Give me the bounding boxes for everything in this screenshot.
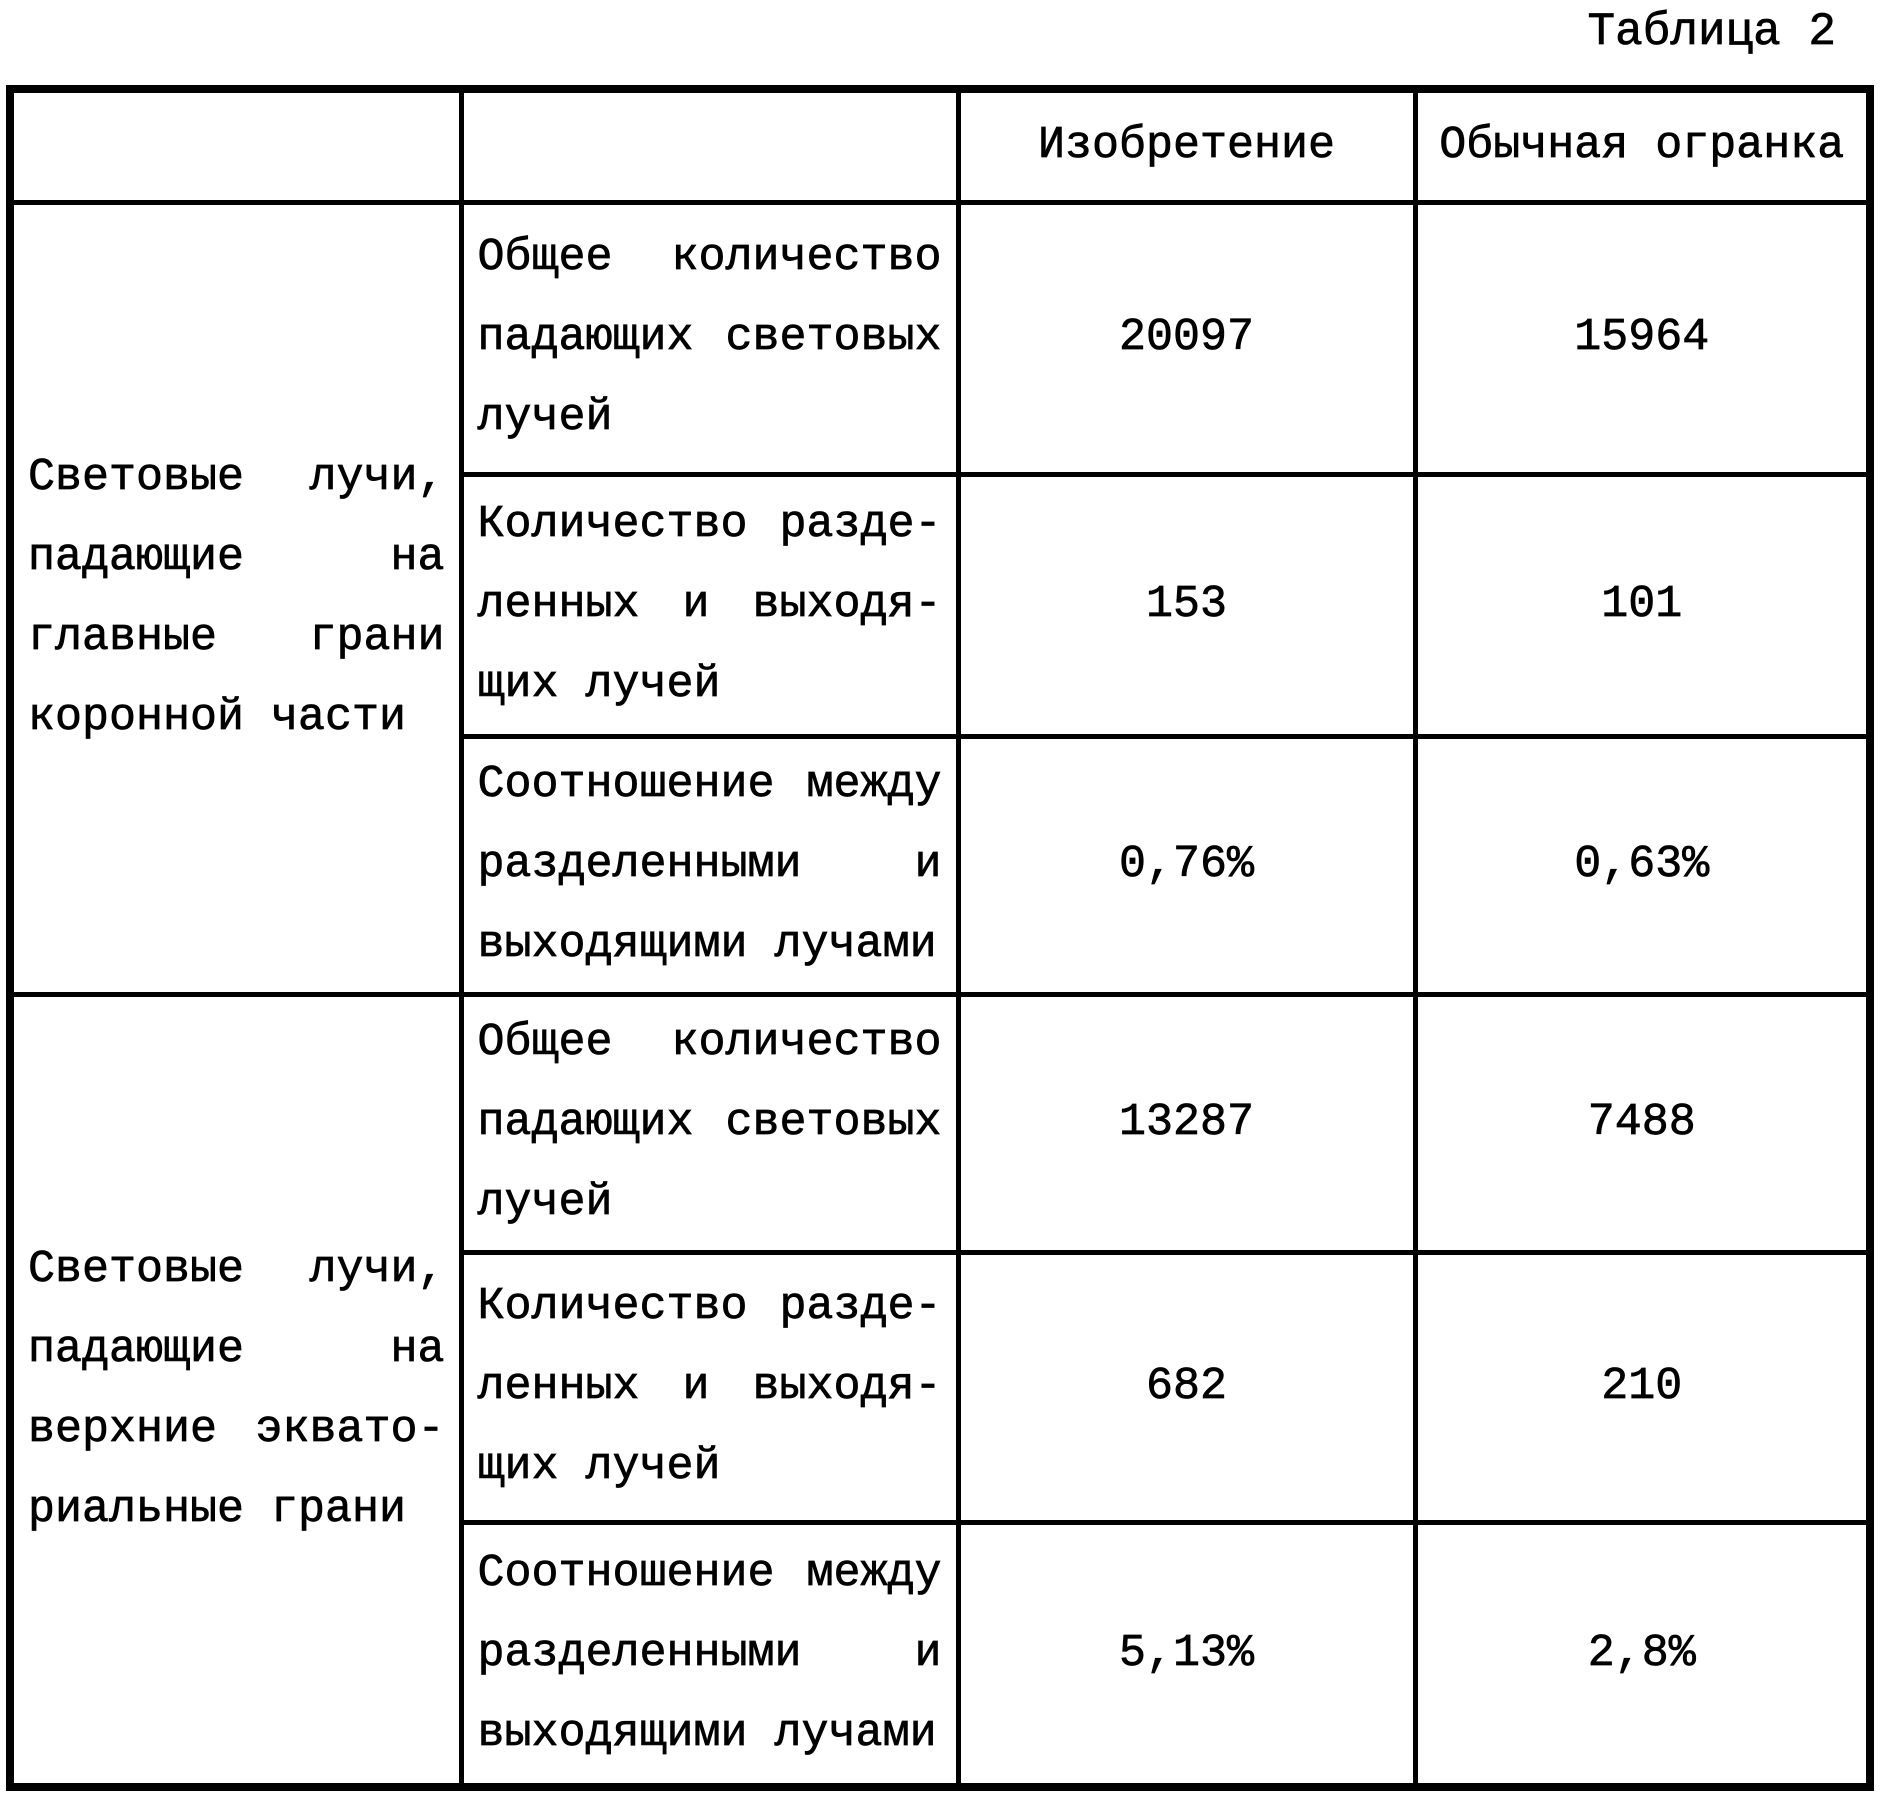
data-table	[6, 85, 1874, 1791]
metric-label-lines	[478, 218, 942, 458]
table-caption: Таблица 2	[1587, 6, 1836, 58]
value-conventional: 2,8%	[1415, 1522, 1870, 1787]
metric-label-line: щих лучей	[477, 1441, 721, 1492]
metric-label-line: Количество разде-	[477, 499, 942, 550]
column-header-conventional-cut: Обычная огранка	[1415, 89, 1870, 202]
group-label-line: падающие на	[28, 1323, 445, 1375]
metric-label-split-exiting-rays	[461, 1252, 958, 1522]
column-header-invention: Изобретение	[958, 89, 1415, 202]
metric-label-line: ленных и выходя-	[477, 579, 942, 630]
value-invention: 153	[958, 474, 1415, 736]
metric-label-total-incident-rays	[461, 994, 958, 1252]
table-row	[10, 994, 1870, 1252]
metric-label-line: разделенными и	[477, 839, 942, 890]
metric-label-ratio-split-exiting	[461, 1522, 958, 1787]
metric-label-line: выходящими лучами	[477, 919, 937, 970]
group-label-line: падающие на	[28, 532, 445, 583]
metric-label-total-incident-rays	[461, 202, 958, 474]
value-conventional: 0,63%	[1415, 736, 1870, 994]
metric-label-line: Количество разде-	[477, 1281, 942, 1332]
metric-label-lines	[478, 1003, 942, 1243]
metric-label-lines	[478, 1534, 942, 1774]
metric-label-line: щих лучей	[477, 659, 721, 710]
header-cell-empty-1	[10, 89, 461, 202]
value-conventional: 7488	[1415, 994, 1870, 1252]
metric-label-line: ленных и выходя-	[477, 1361, 942, 1412]
header-row	[10, 89, 1870, 202]
table-row	[10, 202, 1870, 474]
metric-label-line: выходящими лучами	[477, 1707, 937, 1759]
metric-label-lines	[478, 485, 942, 725]
metric-label-line: лучей	[477, 1177, 613, 1228]
metric-label-line: Общее количество	[477, 232, 942, 283]
metric-label-line: падающих световых	[477, 312, 942, 363]
value-invention: 5,13%	[958, 1522, 1415, 1787]
group-label-lines	[28, 1230, 445, 1550]
group-label-upper-equatorial-facets	[10, 994, 461, 1787]
metric-label-line: Общее количество	[477, 1017, 942, 1068]
value-invention: 13287	[958, 994, 1415, 1252]
value-invention: 20097	[958, 202, 1415, 474]
metric-label-line: Соотношение между	[477, 1547, 942, 1599]
header-cell-empty-2	[461, 89, 958, 202]
metric-label-split-exiting-rays	[461, 474, 958, 736]
metric-label-line: лучей	[477, 392, 613, 443]
value-conventional: 15964	[1415, 202, 1870, 474]
group-label-line: риальные грани	[28, 1483, 407, 1535]
group-label-line: Световые лучи,	[28, 452, 445, 503]
metric-label-line: Соотношение между	[477, 759, 942, 810]
group-label-crown-main-facets	[10, 202, 461, 994]
group-label-line: коронной части	[28, 692, 407, 743]
group-label-line: верхние эквато-	[28, 1403, 445, 1455]
metric-label-lines	[478, 745, 942, 985]
group-label-lines	[28, 438, 445, 758]
value-conventional: 210	[1415, 1252, 1870, 1522]
metric-label-line: разделенными и	[477, 1627, 942, 1679]
value-invention: 0,76%	[958, 736, 1415, 994]
metric-label-lines	[478, 1267, 942, 1507]
metric-label-ratio-split-exiting	[461, 736, 958, 994]
value-conventional: 101	[1415, 474, 1870, 736]
metric-label-line: падающих световых	[477, 1097, 942, 1148]
group-label-line: Световые лучи,	[28, 1243, 445, 1295]
value-invention: 682	[958, 1252, 1415, 1522]
group-label-line: главные грани	[28, 612, 445, 663]
